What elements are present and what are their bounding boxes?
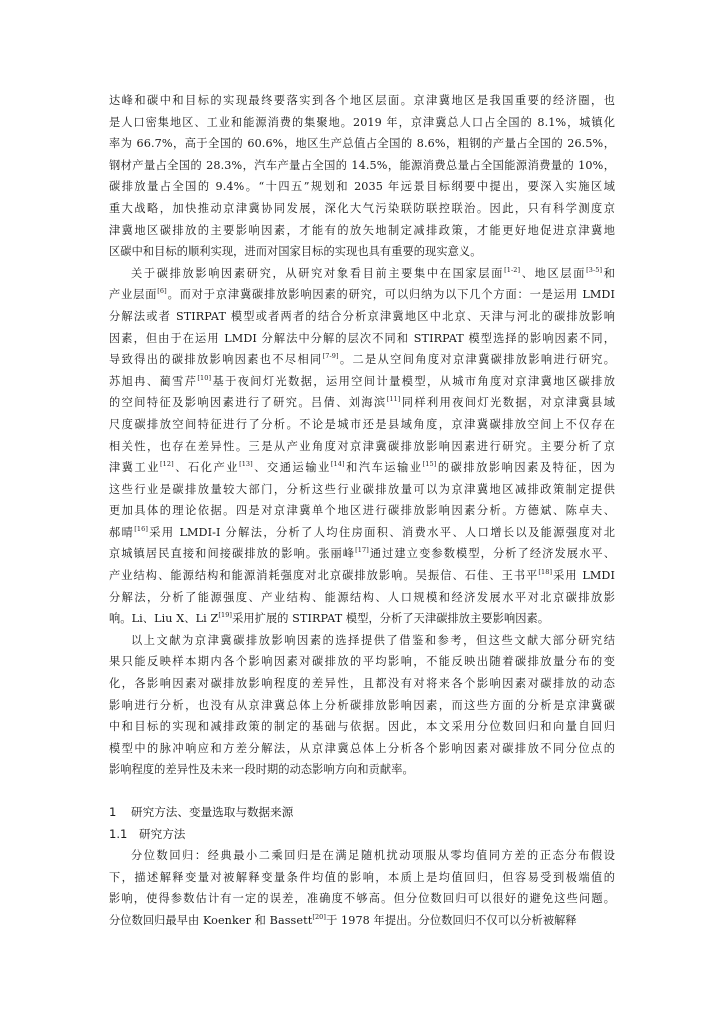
text-run: 基于夜间灯光数据，运用空间计量模型，从城市角度对京津冀地区碳排放 [211,374,616,388]
text-line [109,565,615,587]
text-line [109,673,615,695]
text-run: 产业层面 [109,288,158,302]
text-run: 苏旭冉、蔺雪芹 [109,374,198,388]
text-run: 中和目标的实现和减排政策的制定的基础与依据。因此，本文采用分位数回归和向量自回归 [109,720,615,734]
citation-marker: [11] [386,395,401,404]
text-run: 模型中的脉冲响应和方差分解法，从京津冀总体上分析各个影响因素对碳排放不同分位点的 [109,741,615,755]
text-run: 率为 66.7%，高于全国的 60.6%，地区生产总值占全国的 8.6%，粗钢的产量占全国的 26.5%， [109,137,615,151]
text-line [109,328,615,350]
text-line [109,457,615,479]
text-run: 津冀工业 [109,461,161,475]
text-run: 达峰和碳中和目标的实现最终要落实到各个地区层面。京津冀地区是我国重要的经济圈，也 [109,94,615,107]
citation-marker: [6] [157,287,167,296]
text-run: 影响，使得参数估计有一定的误差，准确度不够高。但分位数回归可以很好的避免这些问题。 [109,892,615,906]
subsection-number: 1.1 [109,826,128,841]
citation-marker: [18] [538,568,553,577]
citation-marker: [12] [160,460,174,469]
citation-marker: [1-2] [504,265,521,274]
text-run: 、交通运输业 [252,461,331,475]
citation-marker: [20] [312,912,327,921]
text-run: 响。Li、Liu X、Li Z [109,612,219,626]
text-run: 产业结构、能源结构和能源消耗强度对北京碳排放影响。吴振信、石佳、王书平 [109,569,539,583]
text-run: 于 1978 年提出。分位数回归不仅可以分析被解释 [326,913,577,927]
text-line [109,371,615,393]
citation-marker: [15] [422,460,437,469]
text-line [109,500,615,522]
text-run: 采用扩展的 STIRPAT 模型，分析了天津碳排放主要影响因素。 [232,612,550,626]
text-line [109,845,615,867]
text-line [109,112,615,134]
text-line [109,587,615,609]
section-title: 研究方法、变量选取与数据来源 [131,805,294,819]
citation-marker: [19] [218,611,233,620]
text-line [109,306,615,328]
text-line [109,888,615,910]
text-line [109,695,615,717]
citation-marker: [7-9] [322,352,339,361]
text-line [109,263,615,285]
text-line [109,867,615,889]
text-line [109,543,615,565]
text-line [109,716,615,738]
text-run: 同样利用夜间灯光数据，对京津冀县域 [400,396,616,410]
text-run: 的碳排放影响因素及特征，因为 [436,461,615,475]
text-run: 下，描述解释变量对被解释变量条件均值的影响，本质上是均值回归，但容易受到极端值的 [109,870,615,884]
text-run: 、地区层面 [520,266,587,280]
citation-marker: [10] [197,373,212,382]
citation-marker: [16] [134,524,148,533]
text-run: 和 [602,266,615,280]
text-run: 关于碳排放影响因素研究，从研究对象看目前主要集中在国家层面 [131,266,505,280]
text-run: 相关性，也存在差异性。三是从产业角度对京津冀碳排放影响因素进行研究。主要分析了京 [109,439,615,453]
section-number: 1 [109,805,117,819]
text-line [109,414,615,436]
text-line [109,176,615,198]
subsection-title: 研究方法 [139,826,186,841]
text-run: 钢材产量占全国的 28.3%，汽车产量占全国的 14.5%，能源消费总量占全国能源消费量的 10%， [109,158,615,172]
subsection-heading [109,824,615,846]
citation-marker: [17] [355,546,369,555]
text-run: 郝晴 [109,525,135,539]
citation-marker: [3-5] [586,265,603,274]
quantile-regression-paragraph [109,845,615,931]
text-run: 、石化产业 [173,461,240,475]
text-run: 分解法或者 STIRPAT 模型或者两者的结合分析京津冀地区中北京、天津与河北的碳排放影响 [109,309,615,323]
text-run: 因素，但由于在运用 LMDI 分解法中分解的层次不同和 STIRPAT 模型选择的影响因素不同， [109,331,615,345]
text-line [109,630,615,652]
text-run: 碳排放量占全国的 9.4%。“十四五”规划和 2035 年远景目标纲要中提出，要深入实施区域 [109,180,615,194]
citation-marker: [14] [330,460,345,469]
literature-review-paragraph [109,263,615,630]
text-line [109,759,615,781]
text-run: 分位数回归最早由 Koenker 和 Bassett [109,913,313,927]
text-line [109,738,615,760]
text-line [109,651,615,673]
page-body [109,90,615,932]
text-run: 尺度碳排放空间特征进行了分析。不论是城市还是县域角度，京津冀碳排放空间上不仅存在 [109,417,615,431]
text-line [109,479,615,501]
research-gap-paragraph [109,630,615,781]
text-run: 导致得出的碳排放影响因素也不尽相同 [109,353,323,367]
intro-paragraph [109,90,615,263]
text-run: 影响程度的差异性及未来一段时期的动态影响方向和贡献率。 [109,763,414,777]
text-line [109,133,615,155]
text-line [109,241,615,263]
text-line [109,349,615,371]
text-run: 。而对于京津冀碳排放影响因素的研究，可以归纳为以下几个方面：一是运用 LMDI [166,288,615,302]
text-run: 津冀地区碳排放的主要影响因素，才能有的放矢地制定减排政策，才能更好地促进京津冀地 [109,223,615,237]
text-run: 。二是从空间角度对京津冀碳排放影响进行研究。 [338,353,616,367]
text-run: 区碳中和目标的顺利实现，进而对国家目标的实现也具有重要的现实意义。 [109,245,482,259]
text-run: 这些行业是碳排放量较大部门，分析这些行业碳排放量可以为京津冀地区减排政策制定提供 [109,482,615,496]
text-run: 和汽车运输业 [344,461,423,475]
text-run: 京城镇居民直接和间接碳排放的影响。张丽峰 [109,547,356,561]
text-run: 影响进行分析，也没有从京津冀总体上分析碳排放影响因素，而这些方面的分析是京津冀碳 [109,698,615,712]
text-line [109,90,615,112]
text-run: 采用 LMDI-I 分解法，分析了人均住房面积、消费水平、人口增长以及能源强度对北 [147,525,616,539]
text-run: 分位数回归：经典最小二乘回归是在满足随机扰动项服从零均值同方差的正态分布假设 [131,849,615,863]
citation-marker: [13] [239,460,253,469]
text-run: 果只能反映样本期内各个影响因素对碳排放的平均影响，不能反映出随着碳排放量分布的变 [109,655,615,669]
text-run: 重大战略，加快推动京津冀协同发展，深化大气污染联防联控联治。因此，只有科学测度京 [109,201,615,215]
text-line [109,155,615,177]
text-line [109,910,615,932]
text-run: 化，各影响因素对碳排放影响程度的差异性，且都没有对将来各个影响因素对碳排放的动态 [109,677,615,691]
text-line [109,392,615,414]
text-run: 是人口密集地区、工业和能源消费的集聚地。2019 年，京津冀总人口占全国的 8.1%，城镇化 [109,115,615,129]
text-line [109,436,615,458]
text-run: 采用 LMDI [552,569,615,583]
text-run: 的空间特征及影响因素进行了研究。吕倩、刘海滨 [109,396,387,410]
text-run: 以上文献为京津冀碳排放影响因素的选择提供了借鉴和参考，但这些文献大部分研究结 [131,633,615,647]
text-line [109,608,615,630]
text-line [109,220,615,242]
text-line [109,522,615,544]
text-line [109,198,615,220]
section-heading [109,802,615,824]
text-run: 更加具体的理论依据。四是对京津冀单个地区进行碳排放影响因素分析。方德斌、陈卓夫、 [109,504,615,518]
text-line [109,284,615,306]
text-run: 通过建立变参数模型，分析了经济发展水平、 [368,547,615,561]
text-run: 分解法，分析了能源强度、产业结构、能源结构、人口规模和经济发展水平对北京碳排放影 [109,590,615,604]
